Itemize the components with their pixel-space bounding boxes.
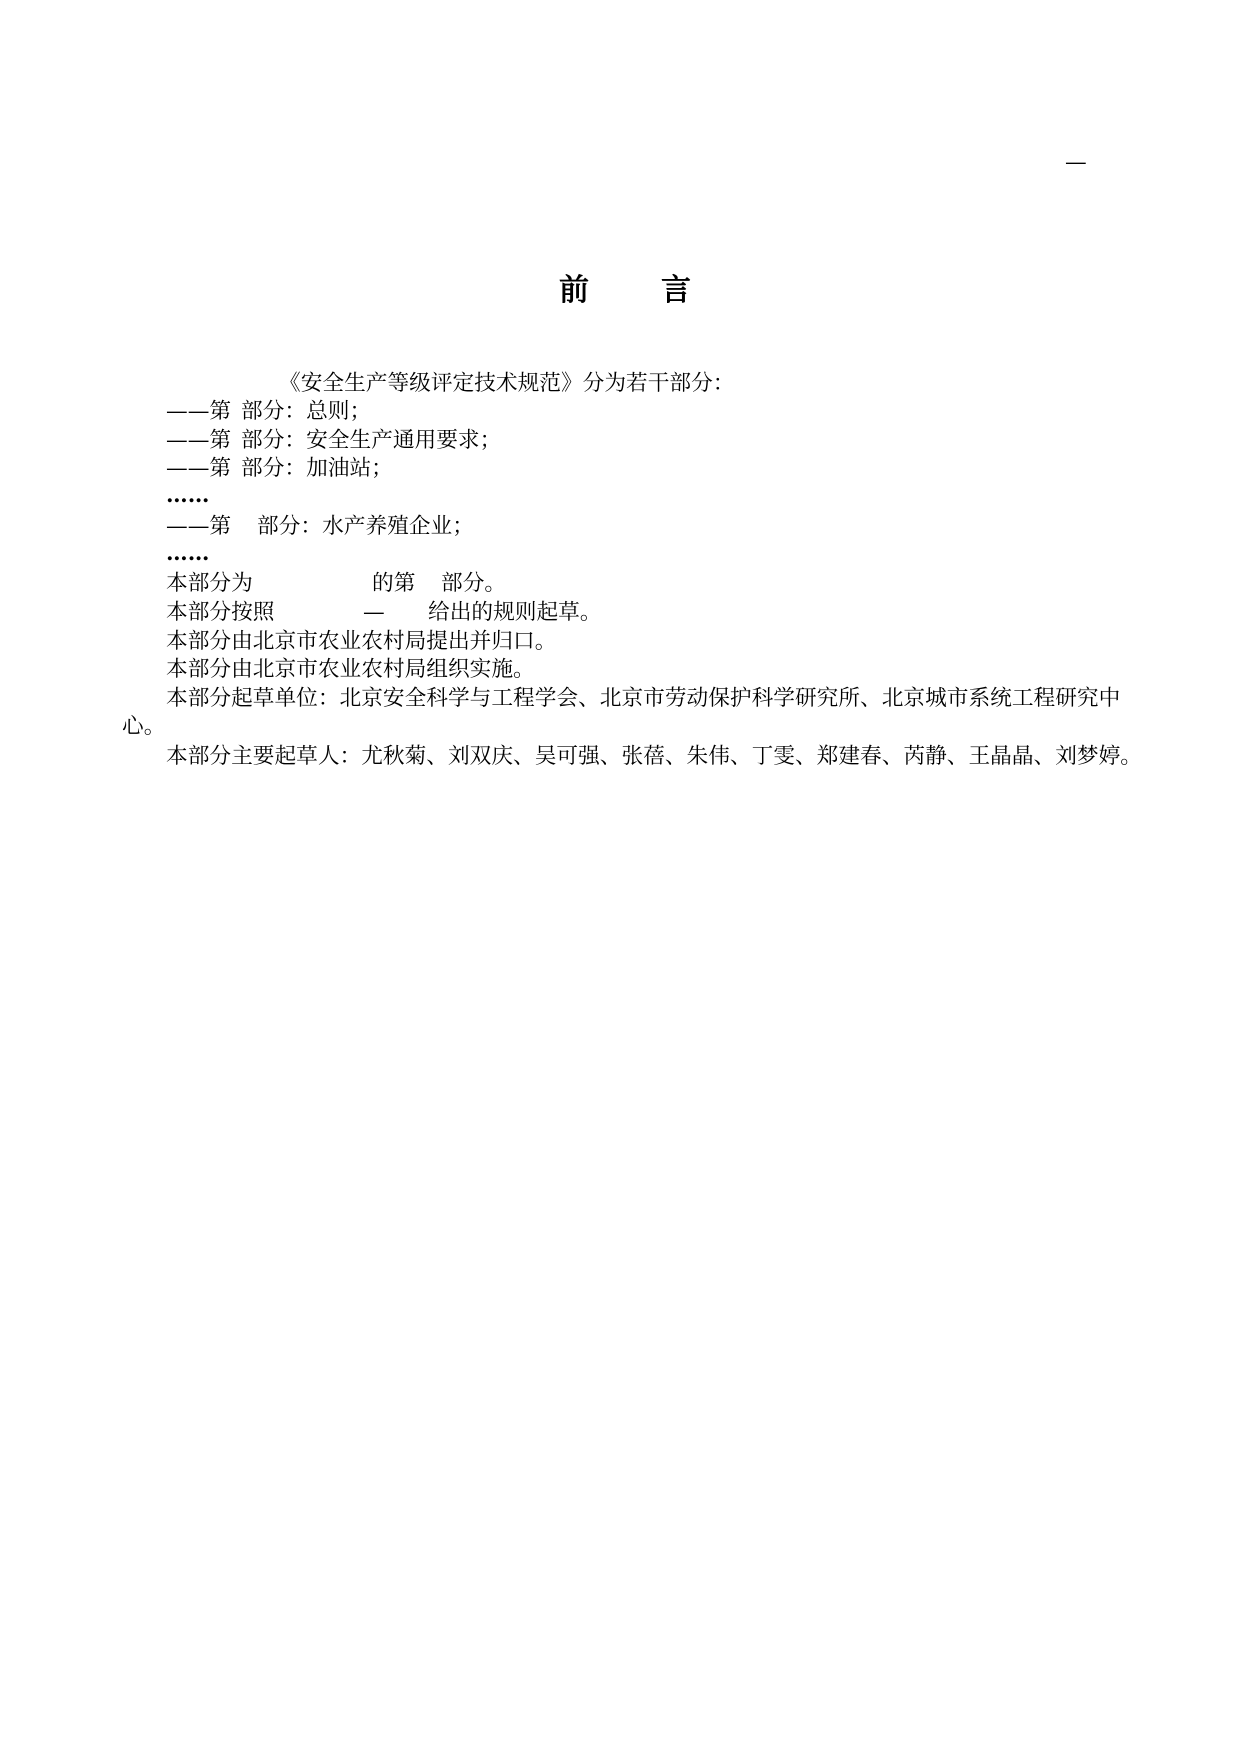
title-char-2: 言 xyxy=(661,273,691,308)
drafters-statement: 本部分主要起草人：尤秋菊、刘双庆、吴可强、张蓓、朱伟、丁雯、郑建春、芮静、王晶晶、刘梦婷。 xyxy=(166,744,1142,769)
header-dash-mark: — xyxy=(1065,150,1087,175)
drafting-rules-lead: 本部分按照 xyxy=(166,600,275,625)
part-item-text: 部分：总则； xyxy=(241,399,372,424)
part-item-prefix: ——第 xyxy=(166,456,232,481)
proposed-by-statement: 本部分由北京市农业农村局提出并归口。 xyxy=(166,629,557,654)
series-statement-lead: 本部分为 xyxy=(166,571,253,596)
part-item-text: 部分：安全生产通用要求； xyxy=(241,428,502,453)
part-item-prefix: ——第 xyxy=(166,514,232,539)
drafting-rules-tail: 给出的规则起草。 xyxy=(428,600,602,625)
drafting-units-line-1: 本部分起草单位：北京安全科学与工程学会、北京市劳动保护科学研究所、北京城市系统工程研究中 xyxy=(166,686,1121,711)
series-statement-tail: 部分。 xyxy=(441,571,507,596)
part-item-text: 部分：加油站； xyxy=(241,456,393,481)
part-item-prefix: ——第 xyxy=(166,399,232,424)
part-item-text: 部分：水产养殖企业； xyxy=(257,514,474,539)
drafting-rules-dash: — xyxy=(363,600,385,625)
ellipsis: …… xyxy=(166,541,210,566)
ellipsis: …… xyxy=(166,483,210,508)
part-item-prefix: ——第 xyxy=(166,428,232,453)
implemented-by-statement: 本部分由北京市农业农村局组织实施。 xyxy=(166,657,535,682)
drafting-units-line-2: 心。 xyxy=(122,714,166,739)
title-char-1: 前 xyxy=(559,273,589,308)
series-statement-mid: 的第 xyxy=(372,571,416,596)
intro-line: 《安全生产等级评定技术规范》分为若干部分： xyxy=(279,371,735,396)
